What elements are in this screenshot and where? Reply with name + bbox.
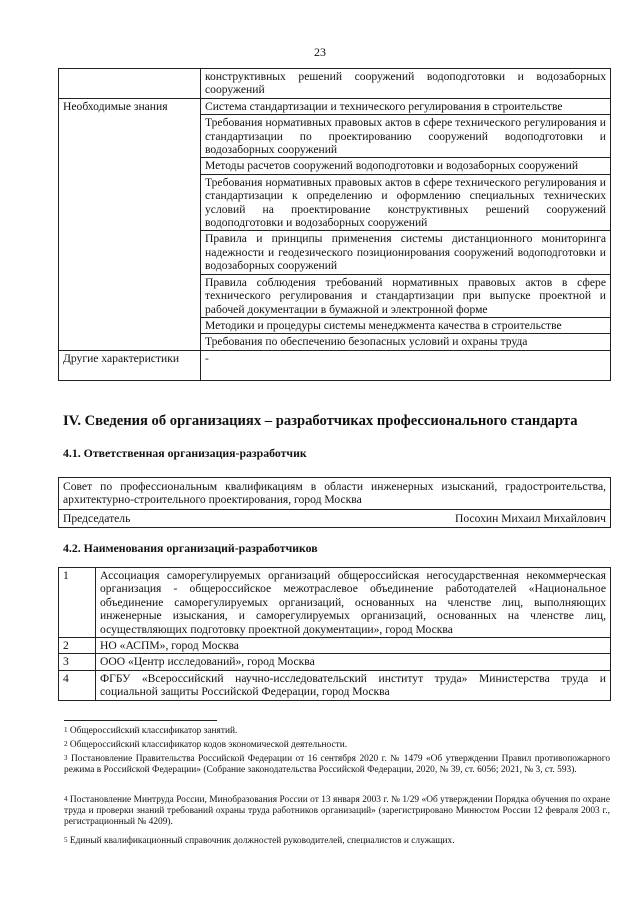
developer-org: ФГБУ «Всероссийский научно-исследовательский институт труда» Министерства труда и социальной защиты Российской Федерации, город Москва [96,670,611,700]
row-number: 2 [59,638,96,654]
section-4-2-title: 4.2. Наименования организаций-разработчиков [63,541,318,555]
continuation-cell: конструктивных решений сооружений водоподготовки и водозаборных сооружений [201,69,611,99]
footnote-text: Общероссийский классификатор кодов экономической деятельности. [69,740,348,750]
knowledge-item: Требования нормативных правовых актов в сфере технического регулирования и стандартизации по проектированию сооружений водоподготовки и водозаборных сооружений [201,115,611,158]
footnote-text: Постановление Правительства Российской Федерации от 16 сентября 2020 г. № 1479 «Об утверждении Правил противопожарного режима в Российской Федерации» (Собрание законодательства Российской Федерации, 2020, № 39, ст. 6056; 2021, № 3, ст. 593). [64,754,611,776]
row-number: 1 [59,568,96,638]
footnote-text: Общероссийский классификатор занятий. [69,726,238,736]
developer-org: НО «АСПМ», город Москва [96,638,611,654]
other-value: - [201,350,611,380]
footnote-mark: 1 [64,726,68,734]
footnote [64,754,610,776]
knowledge-item: Правила и принципы применения системы дистанционного мониторинга надежности и геодезического позиционирования сооружений водоподготовки и водозаборных сооружений [201,231,611,274]
chair-name: Посохин Михаил Михайлович [454,511,606,525]
other-label: Другие характеристики [59,350,201,380]
chair-row [59,509,611,527]
developer-org: ООО «Центр исследований», город Москва [96,654,611,670]
knowledge-item: Методы расчетов сооружений водоподготовки и водозаборных сооружений [201,158,611,174]
footnote-mark: 2 [64,740,68,748]
section-iv-title: IV. Сведения об организациях – разработчиках профессионального стандарта [63,413,578,429]
empty-label-cell [59,69,201,99]
responsible-org-table [58,477,611,528]
knowledge-label: Необходимые знания [59,98,201,350]
knowledge-item: Правила соблюдения требований нормативных правовых актов в сфере технического регулирования и стандартизации при выпуске проектной и рабочей документации в бумажной и электронной форме [201,274,611,317]
footnote-text: Постановление Минтруда России, Минобразования России от 13 января 2003 г. № 1/29 «Об утверждении Порядка обучения по охране труда и проверки знаний требований охраны труда работников организаций» (зарегистрировано Минюстом России 12 февраля 2003 г., регистрационный № 4209). [64,795,610,828]
footnote-mark: 4 [64,795,68,803]
footnote [64,726,610,737]
knowledge-item: Система стандартизации и технического регулирования в строительстве [201,98,611,114]
footnote-separator [64,720,217,721]
requirements-table [58,68,611,381]
knowledge-item: Методики и процедуры системы менеджмента качества в строительстве [201,317,611,333]
footnote [64,795,610,829]
developers-table [58,567,611,701]
row-number: 3 [59,654,96,670]
developer-org: Ассоциация саморегулируемых организаций общероссийская негосударственная некоммерческая организация - общероссийское межотраслевое объединение работодателей «Национальное объединение саморегулируемых организаций, основанных на членстве лиц, выполняющих инженерные изыскания, и саморегулируемых организаций, основанных на членстве лиц, осуществляющих подготовку проектной документации», город Москва [96,568,611,638]
knowledge-item: Требования нормативных правовых актов в сфере технического регулирования и стандартизации к определению и оформлению специальных технических условий на проектирование конструктивных решений сооружений водоподготовки и водозаборных сооружений [201,174,611,231]
page-number: 23 [314,45,326,59]
footnote [64,836,610,847]
responsible-organization: Совет по профессиональным квалификациям в области инженерных изысканий, градостроительства, архитектурно-строительного проектирования, город Москва [59,478,611,510]
knowledge-item: Требования по обеспечению безопасных условий и охраны труда [201,334,611,350]
chair-label: Председатель [63,511,131,525]
footnote-mark: 5 [64,836,68,844]
footnote-text: Единый квалификационный справочник должностей руководителей, специалистов и служащих. [69,836,455,846]
footnote [64,740,610,751]
row-number: 4 [59,670,96,700]
footnote-mark: 3 [64,754,68,762]
section-4-1-title: 4.1. Ответственная организация-разработчик [63,446,307,460]
